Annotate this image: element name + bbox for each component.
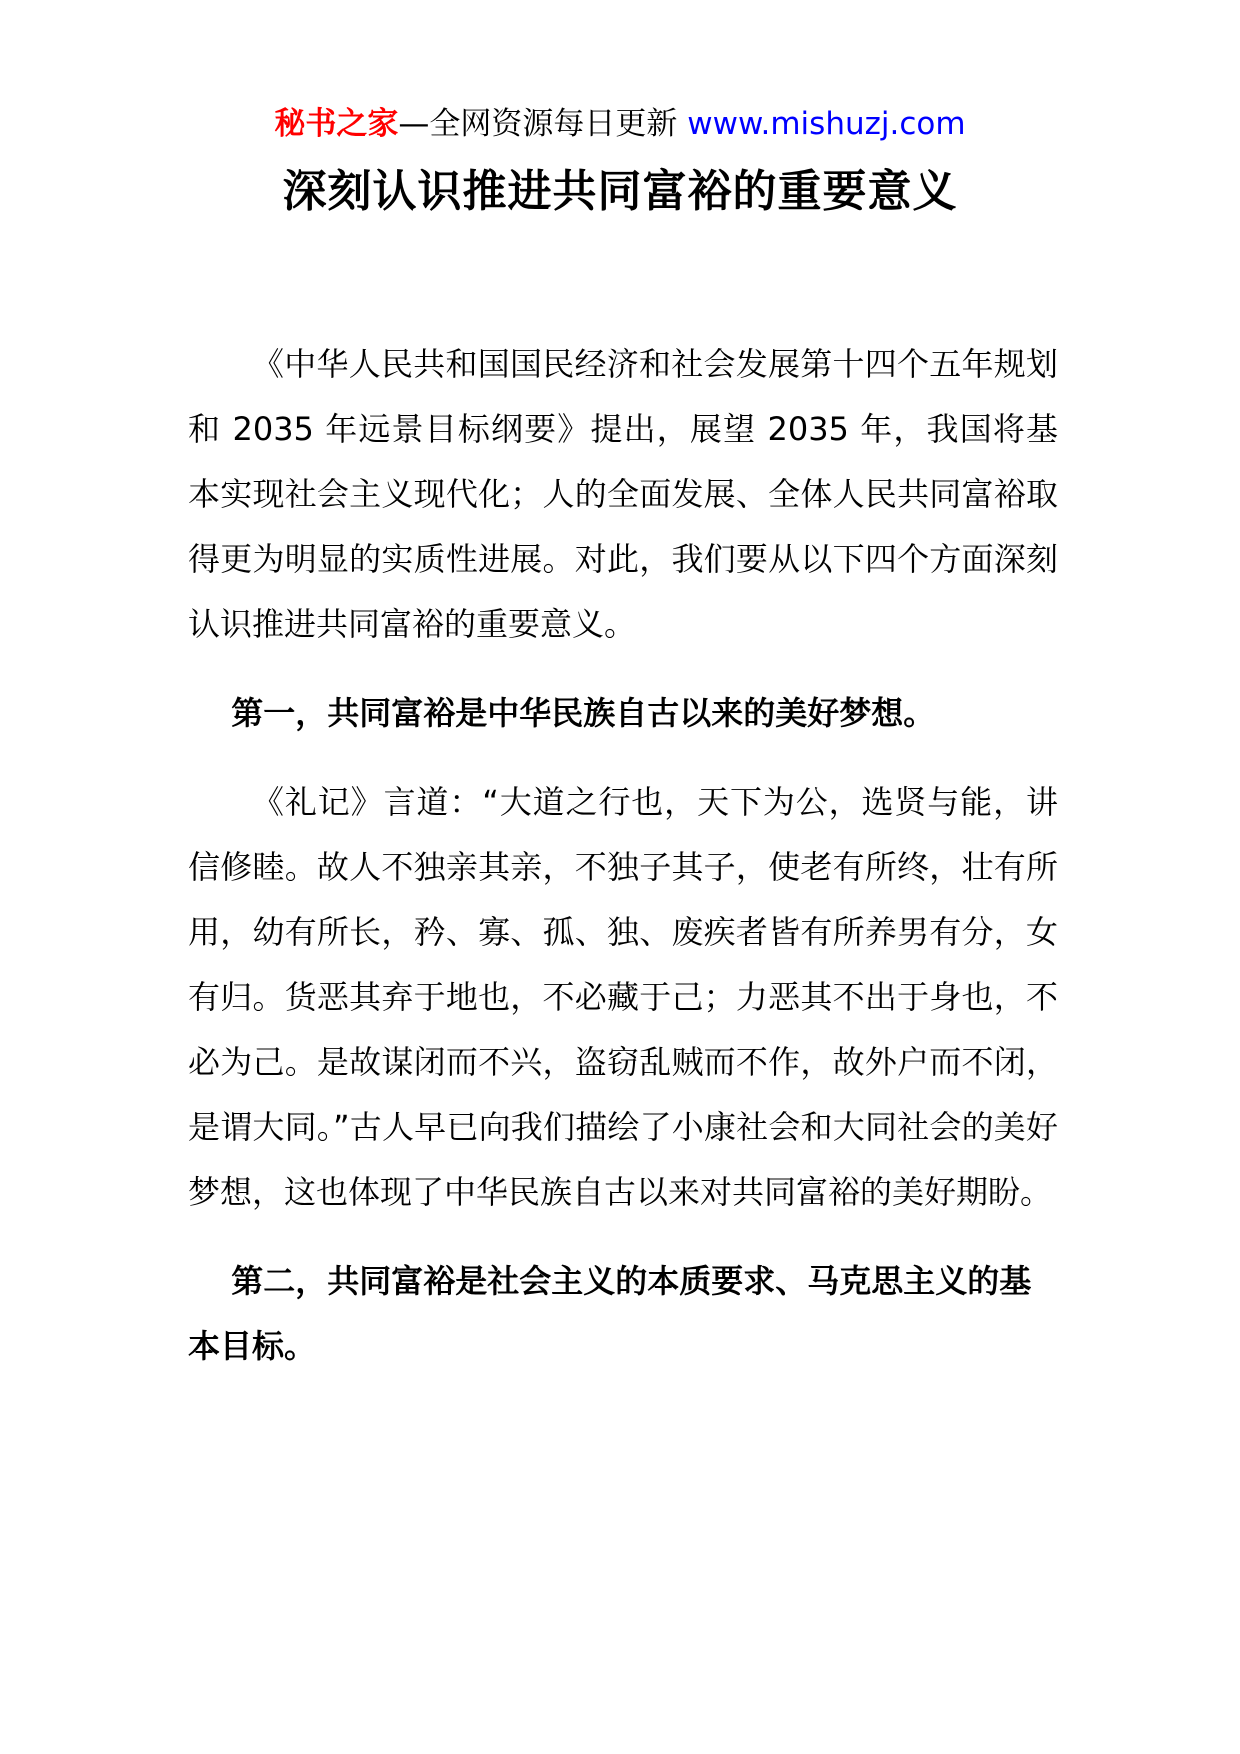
section-body-1: 《礼记》言道：“大道之行也，天下为公，选贤与能，讲信修睦。故人不独亲其亲，不独子其子，使老有所终，壮有所用，幼有所长，矜、寡、孤、独、废疾者皆有所养男有分，女有归。货恶其弃于地也，不必藏于己；力恶其不出于身也，不必为己。是故谋闭而不兴，盗窃乱贼而不作，故外户而不闭，是谓大同。”古人早已向我们描绘了小康社会和大同社会的美好梦想，这也体现了中华民族自古以来对共同富裕的美好期盼。 <box>188 783 1058 1211</box>
site-tagline: —全网资源每日更新 <box>398 106 688 142</box>
section-heading-1: 第一，共同富裕是中华民族自古以来的美好梦想。 <box>231 694 936 732</box>
intro-paragraph: 《中华人民共和国国民经济和社会发展第十四个五年规划和 2035 年远景目标纲要》提出，展望 2035 年，我国将基本实现社会主义现代化；人的全面发展、全体人民共同富裕取得更为明显的实质性进展。对此，我们要从以下四个方面深刻认识推进共同富裕的重要意义。 <box>188 345 1058 643</box>
document-title: 深刻认识推进共同富裕的重要意义 <box>282 166 958 217</box>
site-header <box>0 102 1240 146</box>
document-body <box>188 332 1058 1403</box>
site-brand: 秘书之家 <box>274 106 399 142</box>
site-url-link[interactable]: www.mishuzj.com <box>687 106 966 142</box>
section-heading-2: 第二，共同富裕是社会主义的本质要求、马克思主义的基本目标。 <box>188 1262 1032 1365</box>
